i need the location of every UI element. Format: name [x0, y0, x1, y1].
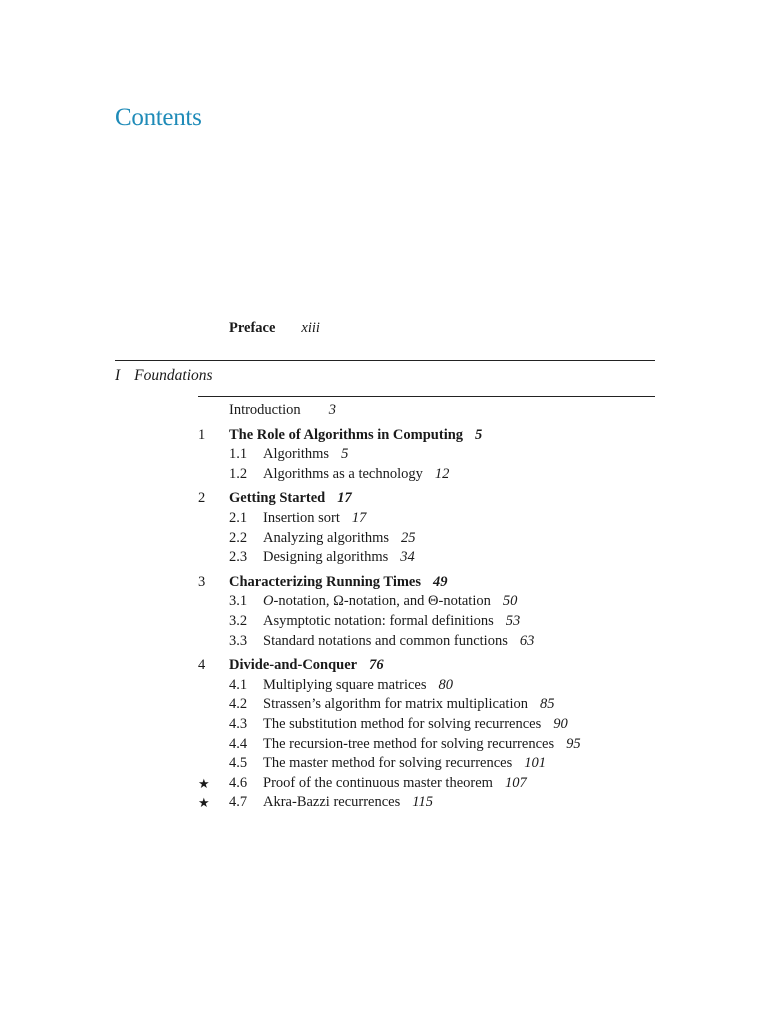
toc-section-entry[interactable]	[198, 735, 658, 755]
toc-section-entry[interactable]	[198, 793, 658, 813]
entry-title: Algorithms	[263, 446, 330, 463]
entry-title: Analyzing algorithms	[263, 529, 390, 546]
toc-section-entry[interactable]	[198, 548, 658, 568]
toc-section-entry[interactable]	[198, 676, 658, 696]
entry-page-number: 3	[328, 402, 336, 418]
toc-section-entry[interactable]	[198, 612, 658, 632]
entry-title-group	[263, 735, 581, 755]
entry-title: Designing algorithms	[263, 549, 389, 566]
entry-title: The master method for solving recurrences	[263, 755, 513, 772]
entry-title: The recursion-tree method for solving recurrences	[263, 735, 555, 752]
entry-title-group	[229, 426, 482, 446]
section-number: 3.1	[229, 593, 248, 610]
entry-title-group	[263, 548, 415, 568]
entry-page-number: 34	[400, 549, 415, 566]
chapter-number: 1	[198, 426, 206, 443]
toc-intro-entry[interactable]	[198, 401, 658, 421]
entry-title: Proof of the continuous master theorem	[263, 774, 493, 791]
page-title: Contents	[115, 104, 202, 131]
toc-chapter-entry[interactable]	[198, 489, 658, 509]
entry-title-group	[263, 465, 449, 485]
toc-section-entry[interactable]	[198, 754, 658, 774]
entry-title: Getting Started	[229, 490, 326, 507]
entry-page-number: 85	[540, 696, 555, 713]
star-icon: ★	[198, 775, 210, 791]
entry-title: Characterizing Running Times	[229, 573, 422, 590]
entry-page-number: 80	[438, 676, 453, 693]
entry-page-number: 17	[337, 490, 352, 507]
section-number: 3.2	[229, 612, 248, 629]
section-number: 3.3	[229, 632, 248, 649]
entry-title: Strassen’s algorithm for matrix multiplication	[263, 696, 528, 713]
entry-title-group	[263, 715, 568, 735]
chapter-number: 3	[198, 573, 206, 590]
section-number: 4.5	[229, 755, 248, 772]
entry-title-group	[263, 754, 546, 774]
toc-list	[198, 401, 658, 813]
toc-section-entry[interactable]	[198, 774, 658, 794]
entry-page-number: 25	[401, 529, 416, 546]
part-title: Foundations	[134, 367, 213, 384]
preface-entry[interactable]	[229, 320, 320, 337]
entry-page-number: 63	[519, 632, 535, 649]
section-number: 4.4	[229, 735, 248, 752]
entry-page-number: 12	[434, 465, 450, 482]
entry-title: Algorithms as a technology	[263, 465, 423, 482]
preface-label: Preface	[229, 320, 276, 336]
section-number: 1.2	[229, 465, 248, 482]
entry-page-number: 90	[553, 715, 568, 732]
section-number: 2.1	[229, 509, 248, 526]
entry-title: The substitution method for solving recurrences	[263, 715, 542, 732]
section-number: 4.2	[229, 696, 248, 713]
toc-chapter-entry[interactable]	[198, 656, 658, 676]
section-number: 4.1	[229, 676, 248, 693]
section-number: 4.6	[229, 774, 248, 791]
part-number: I	[115, 367, 121, 384]
entry-title: Insertion sort	[263, 509, 340, 526]
entry-title: Akra-Bazzi recurrences	[263, 794, 401, 811]
entry-page-number: 5	[475, 426, 483, 443]
entry-title: Multiplying square matrices	[263, 676, 427, 693]
entry-title-group	[263, 529, 416, 549]
toc-chapter-entry[interactable]	[198, 573, 658, 593]
section-number: 2.3	[229, 549, 248, 566]
entry-page-number: 17	[351, 509, 367, 526]
entry-title: Asymptotic notation: formal definitions	[263, 612, 494, 629]
entry-page-number: 5	[341, 446, 349, 463]
entry-page-number: 76	[369, 657, 384, 674]
toc-section-entry[interactable]	[198, 695, 658, 715]
section-number: 4.3	[229, 715, 248, 732]
toc-section-entry[interactable]	[198, 465, 658, 485]
chapter-number: 2	[198, 490, 206, 507]
toc-section-entry[interactable]	[198, 632, 658, 652]
entry-title: Standard notations and common functions	[263, 632, 508, 649]
toc-chapter-entry[interactable]	[198, 426, 658, 446]
entry-page-number: 107	[504, 774, 527, 791]
entry-title-group	[229, 573, 448, 593]
entry-page-number: 115	[412, 794, 433, 811]
entry-title-group	[263, 793, 433, 813]
section-number: 4.7	[229, 794, 248, 811]
preface-page: xiii	[301, 320, 320, 336]
entry-page-number: 50	[502, 593, 518, 610]
toc-section-entry[interactable]	[198, 509, 658, 529]
entry-title-group	[263, 774, 527, 794]
toc-section-entry[interactable]	[198, 715, 658, 735]
entry-title-group	[229, 489, 352, 509]
chapter-number: 4	[198, 657, 206, 674]
entry-title-group	[229, 656, 384, 676]
entry-page-number: 49	[433, 573, 448, 590]
toc-section-entry[interactable]	[198, 529, 658, 549]
star-icon: ★	[198, 795, 210, 811]
entry-page-number: 95	[566, 735, 581, 752]
entry-title: Divide-and-Conquer	[229, 657, 358, 674]
entry-title: O-notation, Ω-notation, and Θ-notation	[263, 593, 491, 610]
section-number: 2.2	[229, 529, 248, 546]
toc-section-entry[interactable]	[198, 592, 658, 612]
entry-title-group	[263, 612, 520, 632]
entry-title-group	[263, 445, 348, 465]
part-top-rule	[115, 360, 655, 361]
entry-title-group	[263, 632, 534, 652]
part-heading	[115, 367, 213, 385]
entry-title-group	[263, 695, 555, 715]
toc-section-entry[interactable]	[198, 445, 658, 465]
entry-title-group	[263, 509, 366, 529]
entry-title: The Role of Algorithms in Computing	[229, 426, 464, 443]
entry-page-number: 53	[505, 612, 521, 629]
section-number: 1.1	[229, 446, 248, 463]
part-bottom-rule	[198, 396, 655, 397]
entry-title-group	[263, 592, 517, 612]
entry-title-group	[229, 401, 336, 421]
entry-title: Introduction	[229, 402, 301, 418]
entry-title-group	[263, 676, 453, 696]
entry-page-number: 101	[524, 755, 546, 772]
